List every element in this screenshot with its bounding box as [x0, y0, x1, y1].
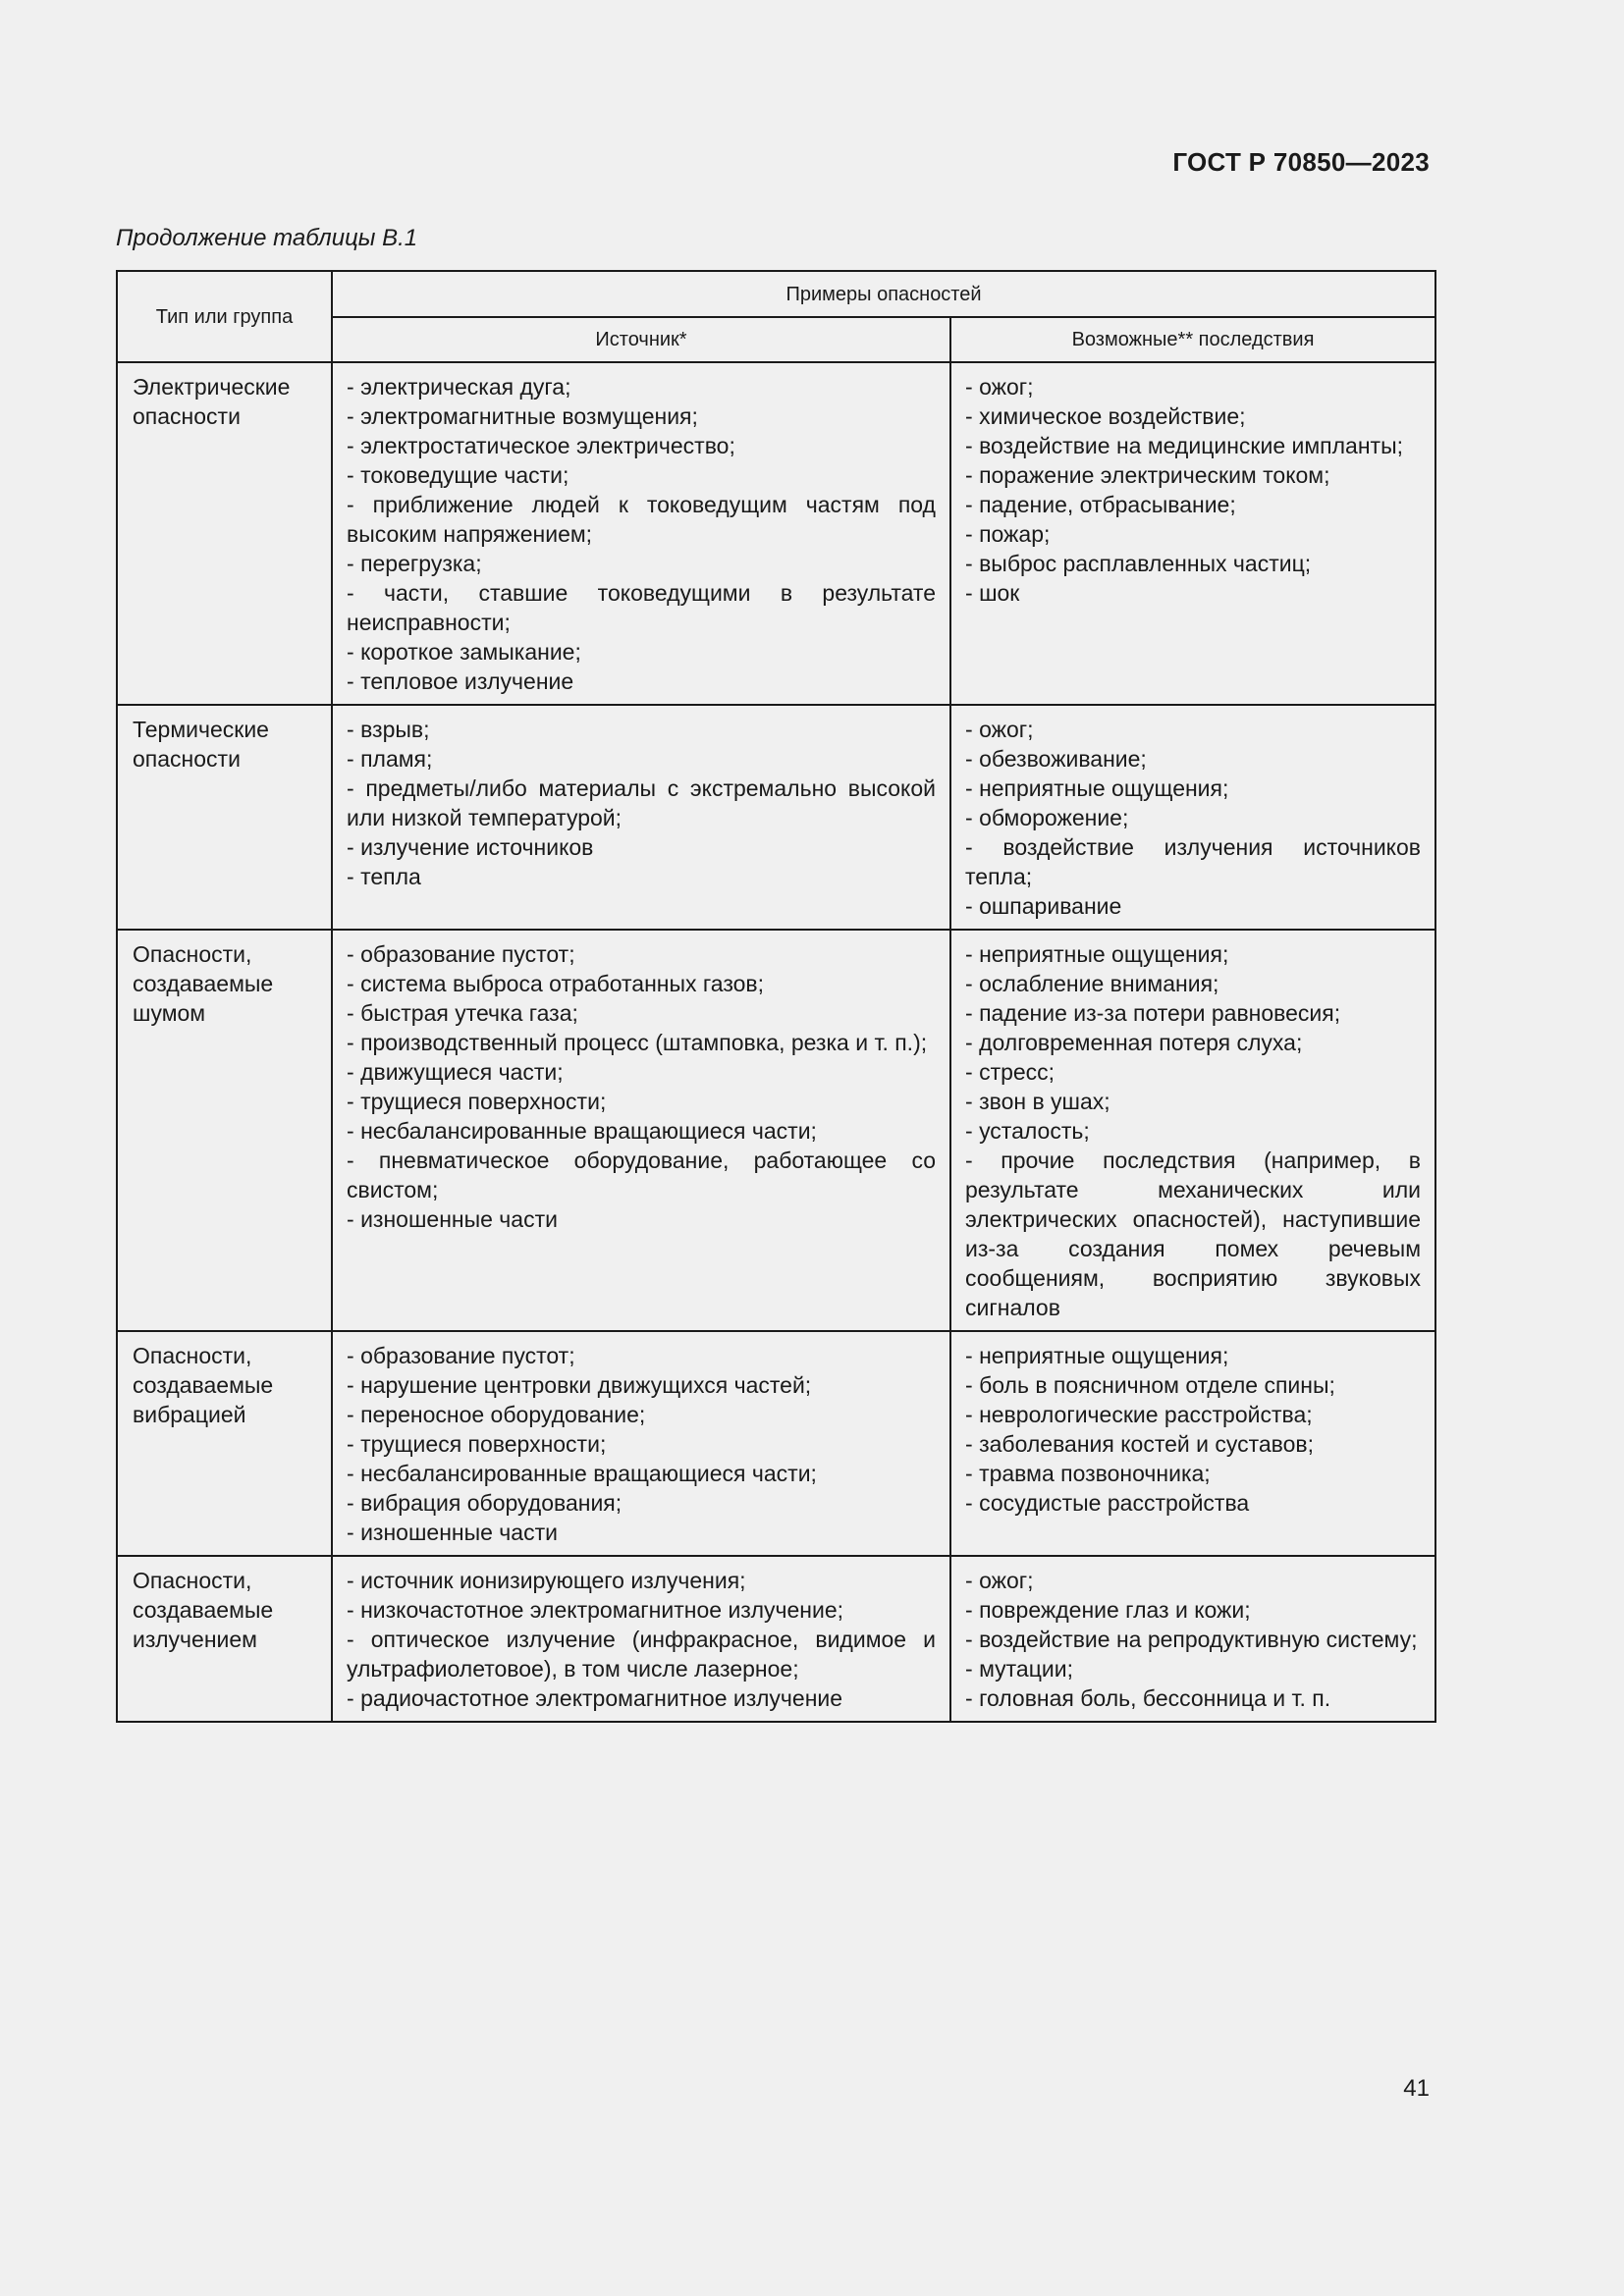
source-item: - трущиеся поверхности;: [347, 1429, 936, 1459]
source-item: - образование пустот;: [347, 939, 936, 969]
consequence-item: - обморожение;: [965, 803, 1421, 832]
hazard-group: Опасности, создаваемые излучением: [117, 1556, 332, 1722]
hazard-group: Опасности, создаваемые вибрацией: [117, 1331, 332, 1556]
table-header: [117, 271, 1435, 362]
consequence-item: - стресс;: [965, 1057, 1421, 1087]
consequence-item: - прочие последствия (например, в результате механических или электрических опасностей), наступившие из-за создания помех речевым сообщениям, восприятию звуковых сигналов: [965, 1146, 1421, 1322]
source-item: - тепловое излучение: [347, 667, 936, 696]
source-item: - несбалансированные вращающиеся части;: [347, 1116, 936, 1146]
source-item: - источник ионизирующего излучения;: [347, 1566, 936, 1595]
consequence-item: - ослабление внимания;: [965, 969, 1421, 998]
source-item: - электромагнитные возмущения;: [347, 401, 936, 431]
hazard-sources-list: [347, 715, 936, 891]
consequence-item: - травма позвоночника;: [965, 1459, 1421, 1488]
source-item: - быстрая утечка газа;: [347, 998, 936, 1028]
source-item: - электрическая дуга;: [347, 372, 936, 401]
hazard-sources: [332, 930, 950, 1331]
page-number: 41: [1403, 2075, 1430, 2102]
consequence-item: - мутации;: [965, 1654, 1421, 1683]
consequence-item: - падение, отбрасывание;: [965, 490, 1421, 519]
consequence-item: - падение из-за потери равновесия;: [965, 998, 1421, 1028]
hazard-sources-list: [347, 1566, 936, 1713]
consequence-item: - заболевания костей и суставов;: [965, 1429, 1421, 1459]
consequence-item: - звон в ушах;: [965, 1087, 1421, 1116]
source-item: - трущиеся поверхности;: [347, 1087, 936, 1116]
header-type: Тип или группа: [117, 271, 332, 362]
hazard-sources-list: [347, 372, 936, 696]
hazard-sources-list: [347, 939, 936, 1234]
consequence-item: - сосудистые расстройства: [965, 1488, 1421, 1518]
hazard-consequences: [950, 705, 1435, 930]
consequence-item: - ожог;: [965, 715, 1421, 744]
table-row: [117, 1556, 1435, 1722]
table-body: [117, 362, 1435, 1722]
source-item: - нарушение центровки движущихся частей;: [347, 1370, 936, 1400]
hazard-sources: [332, 705, 950, 930]
consequence-item: - неврологические расстройства;: [965, 1400, 1421, 1429]
consequence-item: - воздействие на репродуктивную систему;: [965, 1625, 1421, 1654]
source-item: - перегрузка;: [347, 549, 936, 578]
hazard-consequences: [950, 1331, 1435, 1556]
source-item: - радиочастотное электромагнитное излучение: [347, 1683, 936, 1713]
source-item: - изношенные части: [347, 1204, 936, 1234]
consequence-item: - поражение электрическим током;: [965, 460, 1421, 490]
hazards-table: [116, 270, 1436, 1723]
source-item: - оптическое излучение (инфракрасное, видимое и ультрафиолетовое), в том числе лазерное;: [347, 1625, 936, 1683]
source-item: - токоведущие части;: [347, 460, 936, 490]
source-item: - предметы/либо материалы с экстремально высокой или низкой температурой;: [347, 774, 936, 832]
consequence-item: - долговременная потеря слуха;: [965, 1028, 1421, 1057]
hazard-consequences: [950, 930, 1435, 1331]
table-row: [117, 930, 1435, 1331]
consequence-item: - ожог;: [965, 1566, 1421, 1595]
consequence-item: - шок: [965, 578, 1421, 608]
source-item: - излучение источников: [347, 832, 936, 862]
hazard-sources: [332, 1331, 950, 1556]
hazard-consequences-list: [965, 715, 1421, 921]
hazard-group: Опасности, создаваемые шумом: [117, 930, 332, 1331]
hazard-consequences: [950, 1556, 1435, 1722]
hazard-consequences: [950, 362, 1435, 705]
hazard-sources: [332, 1556, 950, 1722]
consequence-item: - боль в поясничном отделе спины;: [965, 1370, 1421, 1400]
consequence-item: - неприятные ощущения;: [965, 774, 1421, 803]
consequence-item: - выброс расплавленных частиц;: [965, 549, 1421, 578]
source-item: - вибрация оборудования;: [347, 1488, 936, 1518]
source-item: - переносное оборудование;: [347, 1400, 936, 1429]
hazard-group: Электрические опасности: [117, 362, 332, 705]
header-consequences: Возможные** последствия: [950, 317, 1435, 362]
source-item: - образование пустот;: [347, 1341, 936, 1370]
consequence-item: - неприятные ощущения;: [965, 1341, 1421, 1370]
source-item: - система выброса отработанных газов;: [347, 969, 936, 998]
consequence-item: - пожар;: [965, 519, 1421, 549]
table-row: [117, 362, 1435, 705]
source-item: - несбалансированные вращающиеся части;: [347, 1459, 936, 1488]
source-item: - части, ставшие токоведущими в результате неисправности;: [347, 578, 936, 637]
hazard-sources-list: [347, 1341, 936, 1547]
source-item: - пневматическое оборудование, работающее со свистом;: [347, 1146, 936, 1204]
source-item: - электростатическое электричество;: [347, 431, 936, 460]
consequence-item: - неприятные ощущения;: [965, 939, 1421, 969]
source-item: - короткое замыкание;: [347, 637, 936, 667]
consequence-item: - ошпаривание: [965, 891, 1421, 921]
consequence-item: - усталость;: [965, 1116, 1421, 1146]
source-item: - низкочастотное электромагнитное излучение;: [347, 1595, 936, 1625]
consequence-item: - воздействие на медицинские импланты;: [965, 431, 1421, 460]
source-item: - тепла: [347, 862, 936, 891]
source-item: - движущиеся части;: [347, 1057, 936, 1087]
table-row: [117, 705, 1435, 930]
hazard-consequences-list: [965, 372, 1421, 608]
source-item: - изношенные части: [347, 1518, 936, 1547]
table-row: [117, 1331, 1435, 1556]
consequence-item: - повреждение глаз и кожи;: [965, 1595, 1421, 1625]
consequence-item: - обезвоживание;: [965, 744, 1421, 774]
table-caption: Продолжение таблицы В.1: [116, 225, 418, 251]
source-item: - пламя;: [347, 744, 936, 774]
document-code: ГОСТ Р 70850—2023: [1172, 147, 1430, 177]
hazard-consequences-list: [965, 1341, 1421, 1518]
header-examples: Примеры опасностей: [332, 271, 1435, 317]
source-item: - взрыв;: [347, 715, 936, 744]
consequence-item: - химическое воздействие;: [965, 401, 1421, 431]
consequence-item: - воздействие излучения источников тепла;: [965, 832, 1421, 891]
hazard-group: Термические опасности: [117, 705, 332, 930]
source-item: - производственный процесс (штамповка, резка и т. п.);: [347, 1028, 936, 1057]
hazard-consequences-list: [965, 1566, 1421, 1713]
consequence-item: - ожог;: [965, 372, 1421, 401]
header-source: Источник*: [332, 317, 950, 362]
source-item: - приближение людей к токоведущим частям под высоким напряжением;: [347, 490, 936, 549]
hazard-consequences-list: [965, 939, 1421, 1322]
hazard-sources: [332, 362, 950, 705]
consequence-item: - головная боль, бессонница и т. п.: [965, 1683, 1421, 1713]
